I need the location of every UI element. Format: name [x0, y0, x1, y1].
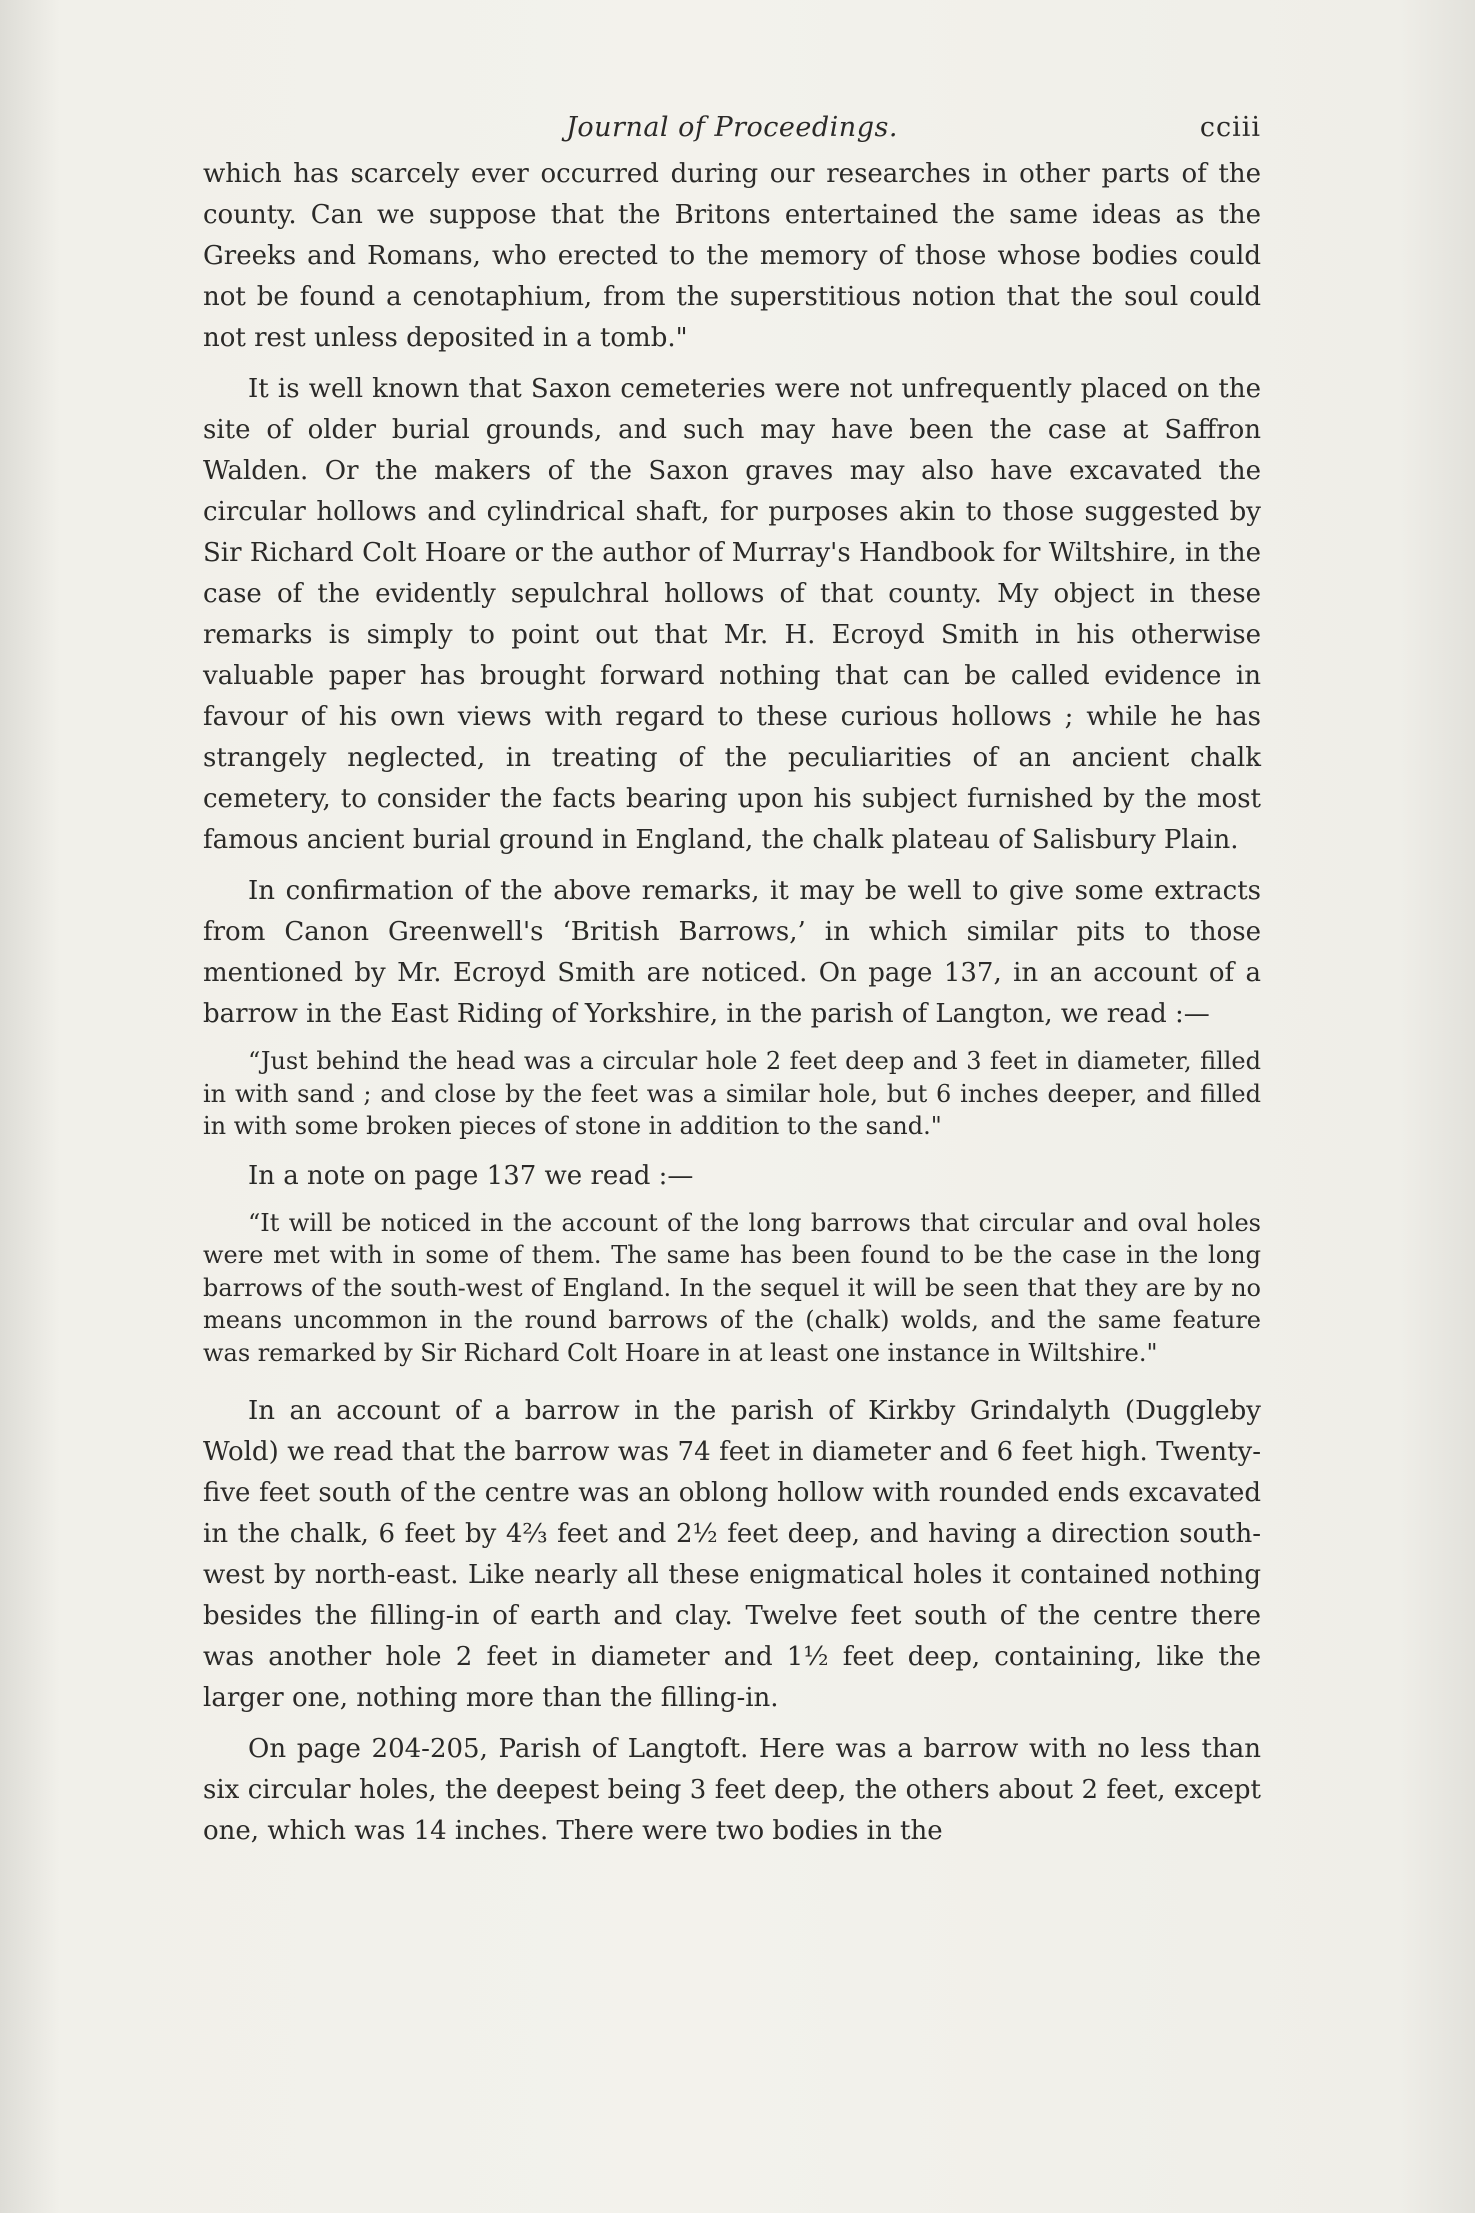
page-number: cciii: [1199, 112, 1261, 143]
paragraph-langtoft: On page 204-205, Parish of Langtoft. Here was a barrow with no less than six circular holes, the deepest being 3 feet deep, the others about 2 feet, except one, which was 14 inches. There were two bodies in the: [203, 1734, 1261, 1846]
page-text-block: [203, 106, 1261, 1852]
running-title: Journal of Proceedings.: [566, 112, 898, 143]
paragraph-confirmation: In confirmation of the above remarks, it may be well to give some extracts from Canon Greenwell's ‘British Barrows,’ in which similar pits to those mentioned by Mr. Ecroyd Smith are noticed. On page 137, in an account of a barrow in the East Riding of Yorkshire, in the parish of Langton, we read :—: [203, 876, 1261, 1029]
quotation-langton: “Just behind the head was a circular hole 2 feet deep and 3 feet in diameter, filled in with sand ; and close by the feet was a similar hole, but 6 inches deeper, and filled in with some broken pieces of stone in addition to the sand.": [203, 1047, 1261, 1140]
quotation-long-barrows: “It will be noticed in the account of the long barrows that circular and oval holes were met with in some of them. The same has been found to be the case in the long barrows of the south-west of England. In the sequel it will be seen that they are by no means uncommon in the round barrows of the (chalk) wolds, and the same feature was remarked by Sir Richard Colt Hoare in at least one instance in Wiltshire.": [203, 1208, 1261, 1367]
paragraph-saxon-cemeteries: It is well known that Saxon cemeteries were not unfrequently placed on the site of older burial grounds, and such may have been the case at Saffron Walden. Or the makers of the Saxon graves may also have excavated the circular hollows and cylindrical shaft, for purposes akin to those suggested by Sir Richard Colt Hoare or the author of Murray's Handbook for Wiltshire, in the case of the evidently sepulchral hollows of that county. My object in these remarks is simply to point out that Mr. H. Ecroyd Smith in his otherwise valuable paper has brought forward nothing that can be called evidence in favour of his own views with regard to these curious hollows ; while he has strangely neglected, in treating of the peculiarities of an ancient chalk cemetery, to consider the facts bearing upon his subject furnished by the most famous ancient burial ground in England, the chalk plateau of Salisbury Plain.: [203, 374, 1261, 855]
paragraph-kirkby-grindalyth: In an account of a barrow in the parish of Kirkby Grindalyth (Duggleby Wold) we read that the barrow was 74 feet in diameter and 6 feet high. Twenty-five feet south of the centre was an oblong hollow with rounded ends excavated in the chalk, 6 feet by 4⅔ feet and 2½ feet deep, and having a direction south-west by north-east. Like nearly all these enigmatical holes it contained nothing besides the filling-in of earth and clay. Twelve feet south of the centre there was another hole 2 feet in diameter and 1½ feet deep, containing, like the larger one, nothing more than the filling-in.: [203, 1396, 1261, 1713]
paragraph-continuation: which has scarcely ever occurred during our researches in other parts of the county. Can we suppose that the Britons entertained the same ideas as the Greeks and Romans, who erected to the memory of those whose bodies could not be found a cenotaphium, from the superstitious notion that the soul could not rest unless deposited in a tomb.": [203, 159, 1261, 353]
paragraph-note-intro: In a note on page 137 we read :—: [248, 1160, 694, 1191]
running-head: [203, 106, 1261, 154]
